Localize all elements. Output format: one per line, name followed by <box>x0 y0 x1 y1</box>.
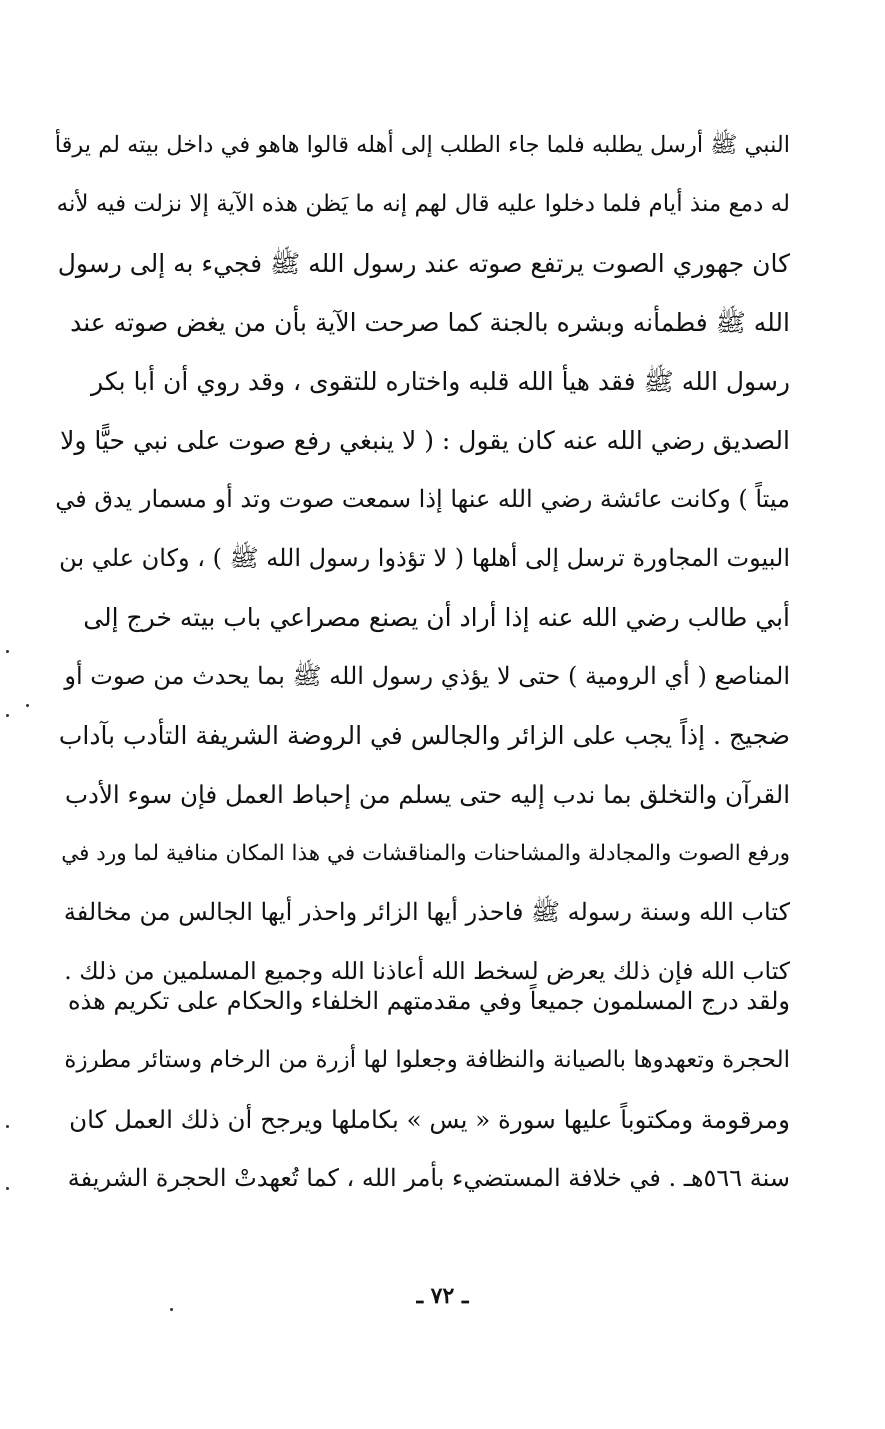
text-line: ولقد درج المسلمون جميعاً وفي مقدمتهم الخلفاء والحكام على تكريم هذه <box>67 987 790 1015</box>
text-line: البيوت المجاورة ترسل إلى أهلها ( لا تؤذوا رسول الله ﷺ ) ، وكان علي بن <box>59 544 790 572</box>
scan-speck <box>6 714 9 717</box>
paragraph-2 <box>55 972 790 1208</box>
text-line: الله ﷺ فطمأنه وبشره بالجنة كما صرحت الآية بأن من يغض صوته عند <box>70 308 790 337</box>
scan-speck <box>6 1187 9 1190</box>
text-line: كتاب الله وسنة رسوله ﷺ فاحذر أيها الزائر واحذر أيها الجالس من مخالفة <box>63 898 790 926</box>
text-line: ضجيج . إذاً يجب على الزائر والجالس في الروضة الشريفة التأدب بآداب <box>58 721 790 750</box>
text-line: ورفع الصوت والمجادلة والمشاحنات والمناقشات في هذا المكان منافية لما ورد في <box>61 841 790 866</box>
text-line: رسول الله ﷺ فقد هيأ الله قلبه واختاره للتقوى ، وقد روي أن أبا بكر <box>91 367 790 396</box>
text-line: النبي ﷺ أرسل يطلبه فلما جاء الطلب إلى أهله قالوا هاهو في داخل بيته لم يرقأ <box>55 132 790 158</box>
text-line: كتاب الله فإن ذلك يعرض لسخط الله أعاذنا الله وجميع المسلمين من ذلك . <box>64 957 790 985</box>
paragraph-1 <box>55 116 790 1001</box>
text-line: سنة ٥٦٦هـ . في خلافة المستضيء بأمر الله ، كما تُعهدتْ الحجرة الشريفة <box>67 1164 790 1192</box>
scan-speck <box>6 1125 9 1128</box>
text-line: ومرقومة ومكتوباً عليها سورة « يس » بكاملها ويرجح أن ذلك العمل كان <box>69 1105 790 1134</box>
text-line: القرآن والتخلق بما ندب إليه حتى يسلم من إحباط العمل فإن سوء الأدب <box>64 780 790 809</box>
text-line: كان جهوري الصوت يرتفع صوته عند رسول الله ﷺ فجيء به إلى رسول <box>57 249 790 278</box>
text-line: المناصع ( أي الرومية ) حتى لا يؤذي رسول الله ﷺ بما يحدث من صوت أو <box>64 662 790 690</box>
text-line: أبي طالب رضي الله عنه إذا أراد أن يصنع مصراعي باب بيته خرج إلى <box>83 603 790 632</box>
text-line: له دمع منذ أيام فلما دخلوا عليه قال لهم إنه ما يَظن هذه الآية إلا نزلت فيه لأنه <box>56 191 790 217</box>
text-line: ميتاً ) وكانت عائشة رضي الله عنها إذا سمعت صوت وتد أو مسمار يدق في <box>55 485 790 513</box>
scan-speck <box>26 704 29 707</box>
scan-speck <box>6 650 9 653</box>
page-number: ـ ٧٢ ـ <box>416 1283 469 1309</box>
text-line: الصديق رضي الله عنه كان يقول : ( لا ينبغي رفع صوت على نبي حيًّا ولا <box>60 426 790 455</box>
scan-speck <box>170 1308 173 1311</box>
text-line: الحجرة وتعهدوها بالصيانة والنظافة وجعلوا لها أزرة من الرخام وستائر مطرزة <box>64 1047 790 1073</box>
